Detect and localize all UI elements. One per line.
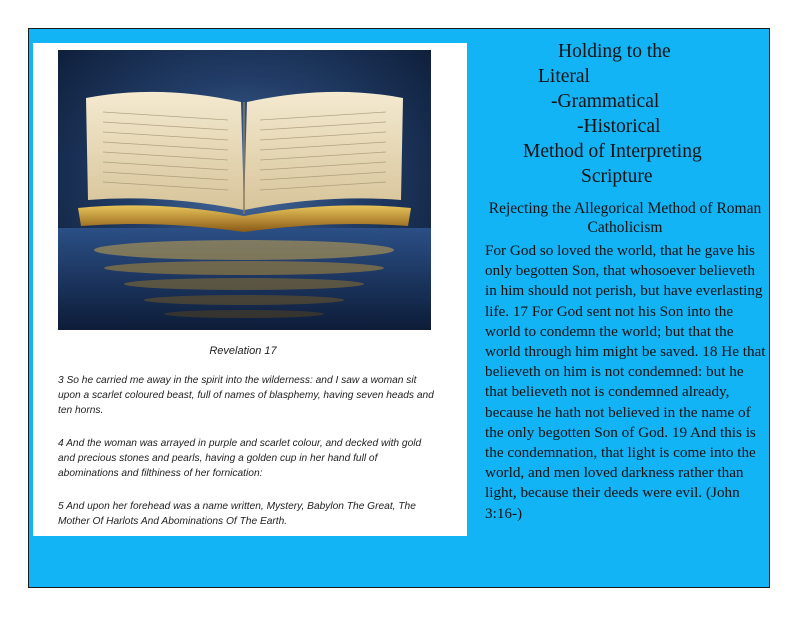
verse-4: 4 And the woman was arrayed in purple and scarlet colour, and decked with gold and precious stones and pearls, having a golden cup in her hand full of abominations and filthiness of her fornication:	[58, 438, 422, 479]
title-line-6: Scripture	[581, 166, 653, 187]
title-line-4: -Historical	[577, 116, 661, 137]
title-line-5: Method of Interpreting	[523, 141, 702, 162]
bible-image	[58, 50, 431, 330]
scripture-text: For God so loved the world, that he gave his only begotten Son, that whosoever believeth in him should not perish, but have everlasting life. 17 For God sent not his Son into the world to condemn the world; but that the world through him might be saved. 18 He that believeth on him is not condemned: but he that believeth not is condemned already, because he hath not believed in the name of the only begotten Son of God. 19 And this is the condemnation, that light is come into the world, and men loved darkness rather than light, because their deeds were evil. (John 3:16-)	[485, 242, 766, 522]
caption-title: Revelation 17	[209, 345, 277, 357]
title-line-2: Literal	[538, 66, 590, 87]
title-line-1: Holding to the	[558, 41, 671, 62]
main-panel	[28, 28, 770, 588]
title-line-3: -Grammatical	[551, 91, 660, 112]
subtitle: Rejecting the Allegorical Method of Roman Catholicism	[488, 200, 762, 236]
left-card	[33, 43, 467, 536]
verse-3: 3 So he carried me away in the spirit into the wilderness: and I saw a woman sit upon a scarlet coloured beast, full of names of blasphemy, having seven heads and ten horns.	[58, 375, 434, 416]
bible-illustration	[58, 50, 431, 330]
verse-5: 5 And upon her forehead was a name written, Mystery, Babylon The Great, The Mother Of Harlots And Abominations Of The Earth.	[58, 501, 416, 527]
